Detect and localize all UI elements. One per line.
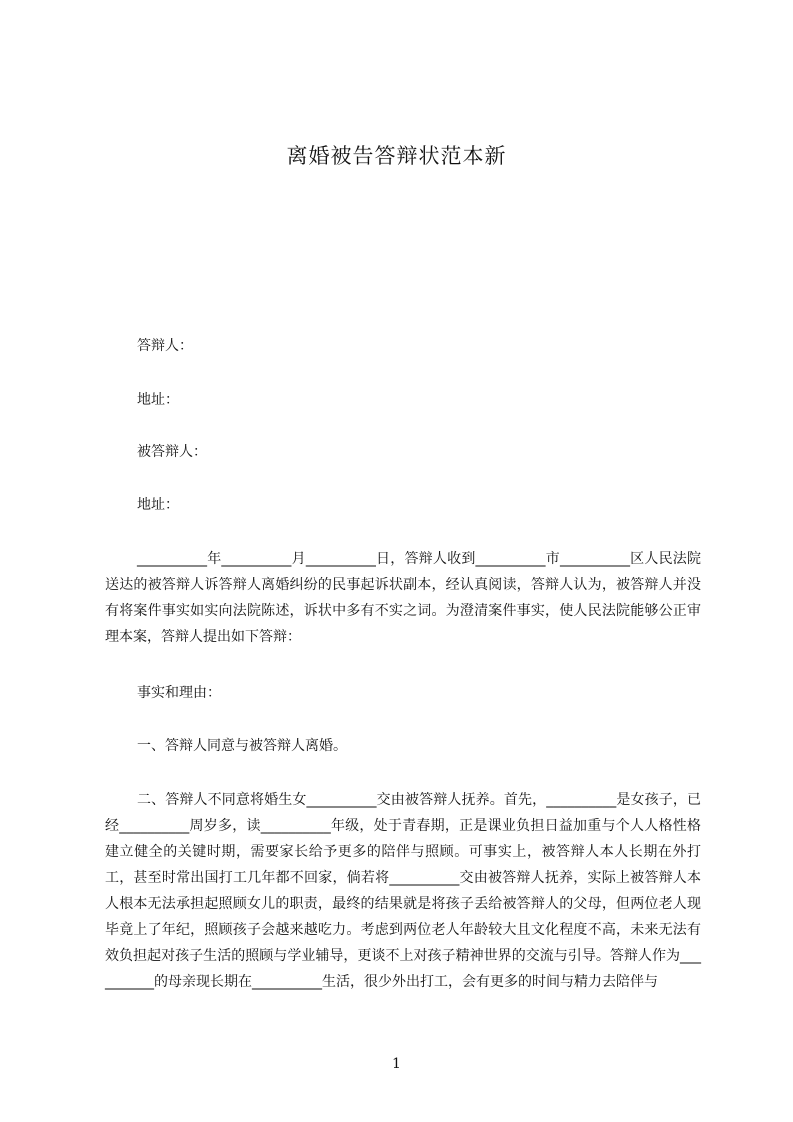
document-title: 离婚被告答辩状范本新 bbox=[286, 144, 507, 168]
defendant-address-label: 地址： bbox=[137, 497, 179, 513]
respondent-address-label: 地址： bbox=[137, 392, 179, 408]
respondent-label: 答辩人： bbox=[137, 338, 193, 354]
defendant-respondent-label: 被答辩人： bbox=[137, 444, 207, 460]
page-number: 1 bbox=[392, 1056, 401, 1072]
point-two-paragraph: 二、答辩人不同意将婚生女__________交由被答辩人抚养。首先，__________是女孩子，已经__________周岁多，读__________年级，处于青春期，正是课业负担日益加重与个人人格性格建立健全的关键时期，需要家长给予更多的陪伴与照顾。可事实上，被答辩人本人长期在外打工，甚至时常出国打工几年都不回家，倘若将__________交由被答辩人抚养，实际上被答辩人本人根本无法承担起照顾女儿的职责，最终的结果就是将孩子丢给被答辩人的父母，但两位老人现毕竟上了年纪，照顾孩子会越来越吃力。考虑到两位老人年龄较大且文化程度不高，未来无法有效负担起对孩子生活的照顾与学业辅导，更谈不上对孩子精神世界的交流与引导。答辩人作为__________的母亲现长期在__________生活，很少外出打工，会有更多的时间与精力去陪伴与 bbox=[105, 792, 701, 990]
facts-heading: 事实和理由： bbox=[137, 685, 221, 701]
point-one-paragraph: 一、答辩人同意与被答辩人离婚。 bbox=[137, 738, 347, 754]
intro-paragraph: __________年__________月__________日，答辩人收到__________市__________区人民法院送达的被答辩人诉答辩人离婚纠纷的民事起诉状副本，经认真阅读，答辩人认为，被答辩人并没有将案件事实如实向法院陈述，诉状中多有不实之词。为澄清案件事实，使人民法院能够公正审理本案，答辩人提出如下答辩： bbox=[105, 551, 701, 645]
